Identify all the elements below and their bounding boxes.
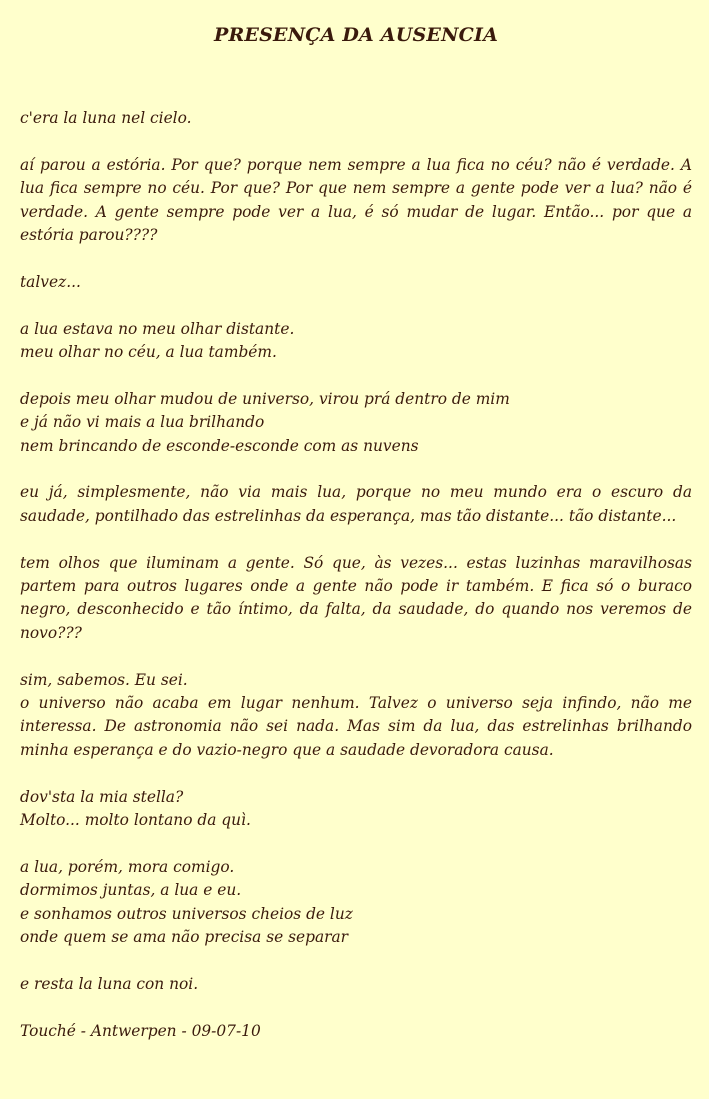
stanza-2 (20, 154, 692, 248)
poem-line: depois meu olhar mudou de universo, virou prá dentro de mim (20, 389, 510, 408)
poem-line: e já não vi mais a lua brilhando (20, 413, 265, 432)
poem-title: PRESENÇA DA AUSENCIA (213, 24, 499, 46)
stanza-6 (20, 481, 692, 528)
poem-line: talvez... (20, 272, 81, 291)
poem-line: meu olhar no céu, a lua também. (20, 343, 277, 362)
stanza-11 (20, 973, 692, 996)
poem-line: dormimos juntas, a lua e eu. (20, 881, 242, 900)
poem-body (20, 107, 692, 1043)
poem-line: dov'sta la mia stella? (20, 787, 184, 806)
poem-line: aí parou a estória. Por que? porque nem sempre a lua fica no céu? não é verdade. A lua fica sempre no céu. Por que? Por que nem sempre a gente pode ver a lua? não é verdade. A gente sempre pode ver a lua, é só mudar de lugar. Então... por que a estória parou???? (20, 155, 692, 245)
stanza-4 (20, 318, 692, 365)
stanza-5 (20, 388, 692, 458)
poem-line: c'era la luna nel cielo. (20, 109, 192, 127)
poem-line: a lua estava no meu olhar distante. (20, 319, 295, 338)
poem-line: tem olhos que iluminam a gente. Só que, às vezes... estas luzinhas maravilhosas partem para outros lugares onde a gente não pode ir também. E fica só o buraco negro, desconhecido e tão íntimo, da falta, da saudade, do quando nos veremos de novo??? (20, 553, 692, 642)
poem-line: nem brincando de esconde-esconde com as nuvens (20, 436, 419, 455)
poem-line: a lua, porém, mora comigo. (20, 857, 235, 876)
signature: Touché - Antwerpen - 09-07-10 (20, 1021, 261, 1040)
poem-line: sim, sabemos. Eu sei. (20, 670, 188, 689)
stanza-7 (20, 552, 692, 646)
poem-line: onde quem se ama não precisa se separar (20, 928, 349, 947)
stanza-10 (20, 856, 692, 950)
poem-line: eu já, simplesmente, não via mais lua, porque no meu mundo era o escuro da saudade, pontilhado das estrelinhas da esperança, mas tão distante... tão distante... (20, 483, 692, 525)
poem-line: e sonhamos outros universos cheios de luz (20, 904, 353, 923)
stanza-1 (20, 107, 692, 130)
poem-line: e resta la luna con noi. (20, 974, 199, 993)
poem-line: Molto... molto lontano da quì. (20, 811, 251, 830)
stanza-8 (20, 669, 692, 763)
stanza-3 (20, 271, 692, 294)
stanza-9 (20, 786, 692, 833)
poem-line: o universo não acaba em lugar nenhum. Talvez o universo seja infindo, não me interessa. De astronomia não sei nada. Mas sim da lua, das estrelinhas brilhando minha esperança e do vazio-negro que a saudade devoradora causa. (20, 694, 692, 759)
poem-page (20, 0, 692, 1043)
